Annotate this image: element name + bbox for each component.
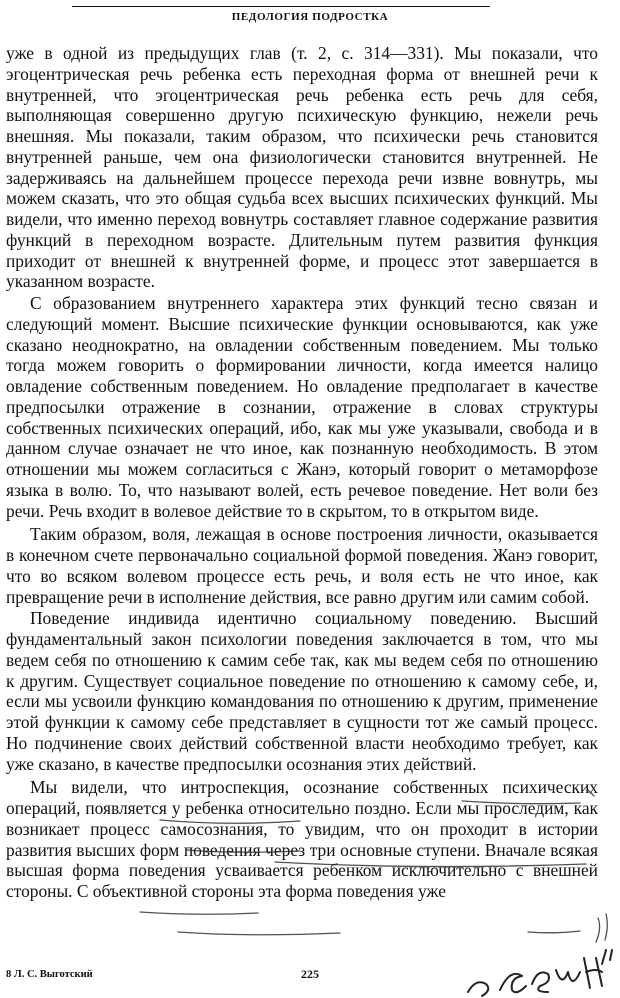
underline-higher-mark <box>528 931 580 933</box>
margin-bracket-mark <box>596 918 600 942</box>
underline-stages-mark <box>178 932 340 935</box>
page-number: 225 <box>301 967 319 981</box>
paragraph-3: Таким образом, воля, лежащая в основе построения личности, оказывается в конечном счете первоначально социальной формой поведения. Жанэ говорит, что во всяком волевом процессе есть речь, и воля есть не что иное, как превращение речи в исполнение действия, все равно другим или самим собой. <box>6 524 598 607</box>
body-text <box>6 43 598 902</box>
margin-bracket-mark-2 <box>605 914 607 940</box>
paragraph-1: уже в одной из предыдущих глав (т. 2, с. 314—331). Мы показали, что эгоцентрическая речь ребенка есть переходная форма от внешней речи к внутренней, что эгоцентрическая речь ребенка есть речь для себя, выполняющая совершенно другую психическую функцию, нежели речь внешняя. Мы показали, таким образом, что психически речь становится внутренней раньше, чем она физиологически становится внутренней. Не задерживаясь на дальнейшем процессе перехода речи извне вовнутрь, мы можем сказать, что это общая судьба всех высших психических функций. Мы видели, что именно переход вовнутрь составляет главное содержание развития функций в переходном возрасте. Длительным путем развития функция приходит от внешней к внутренней форме, и процесс этот завершается в указанном возрасте. <box>6 43 598 292</box>
header-rule <box>72 6 490 7</box>
underline-passes-mark <box>140 912 258 914</box>
paragraph-2: С образованием внутреннего характера этих функций тесно связан и следующий момент. Высшие психические функции основываются, как уже сказано неоднократно, на овладении собственным поведением. Мы только тогда можем говорить о формировании личности, когда имеется налицо овладение собственным поведением. Но овладение предполагает в качестве предпосылки отражение в сознании, отражение в словах структуры собственных психических операций, ибо, как мы уже указывали, свобода и в данном случае означает не что иное, как познанную необходимость. В этом отношении мы можем согласиться с Жанэ, который говорит о метаморфозе языка в волю. То, что называют волей, есть речевое поведение. Нет воли без речи. Речь входит в волевое действие то в скрытом, то в открытом виде. <box>6 293 598 521</box>
running-title: ПЕДОЛОГИЯ ПОДРОСТКА <box>231 11 389 23</box>
paragraph-5: Мы видели, что интроспекция, осознание собственных психических операций, появляется у ребенка относительно поздно. Если мы проследим, как возникает процесс самосознания, то увидим, что он проходит в истории развития высших форм поведения через три основные ступени. Вначале всякая высшая форма поведения усваивается ребенком исключительно с внешней стороны. С объективной стороны эта форма поведения уже <box>6 777 598 901</box>
paragraph-4: Поведение индивида идентично социальному поведению. Высший фундаментальный закон психологии поведения заключается в том, что мы ведем себя по отношению к самим себе так, как мы ведем себя по отношению к другим. Существует социальное поведение по отношению к самому себе, и, если мы усвоили функцию командования по отношению к другим, применение этой функции к самому себе представляет в сущности тот же самый процесс. Но подчинение своих действий собственной власти необходимо требует, как уже сказано, в качестве предпосылки осознания этих действий. <box>6 608 598 774</box>
signature-mark: 8 Л. С. Выготский <box>6 969 93 980</box>
